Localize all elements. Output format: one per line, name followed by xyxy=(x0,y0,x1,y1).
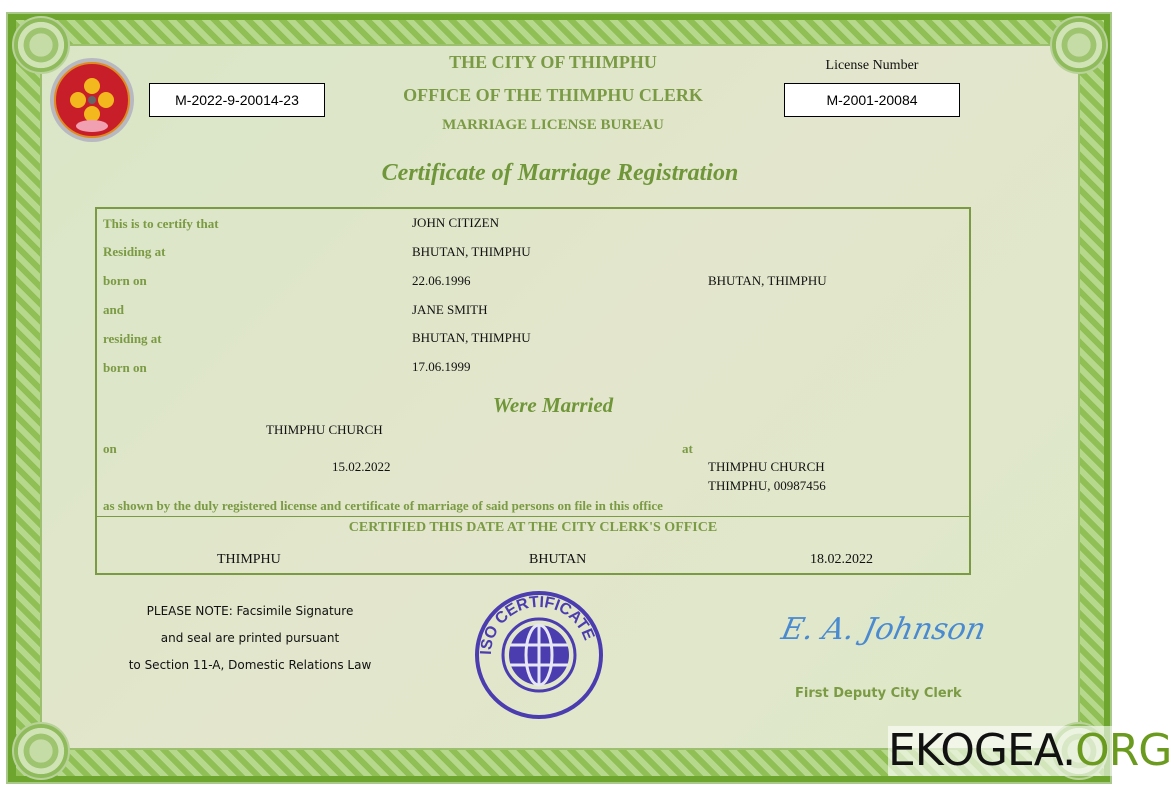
certify-label: This is to certify that xyxy=(103,216,219,231)
license-number-label: License Number xyxy=(825,58,919,73)
certified-country: BHUTAN xyxy=(529,552,587,567)
iso-stamp-icon xyxy=(472,590,606,720)
note-line3: to Section 11-A, Domestic Relations Law xyxy=(128,658,372,672)
city-heading: THE CITY OF THIMPHU xyxy=(449,52,657,72)
certificate-id-box: M-2022-9-20014-23 xyxy=(149,83,325,117)
note-line2: and seal are printed pursuant xyxy=(160,631,340,645)
signature: E. A. Johnson xyxy=(778,612,989,647)
divider xyxy=(96,516,970,517)
residing2-label: residing at xyxy=(103,331,162,346)
shown-text: as shown by the duly registered license and certificate of marriage of said persons on file in this office xyxy=(103,498,663,513)
place-line2: THIMPHU, 00987456 xyxy=(708,478,826,493)
marriage-date: 15.02.2022 xyxy=(332,459,391,474)
certified-heading: CERTIFIED THIS DATE AT THE CITY CLERK'S OFFICE xyxy=(348,520,718,535)
watermark xyxy=(888,726,1171,776)
person1-birth-date: 22.06.1996 xyxy=(412,273,471,288)
person1-residence: BHUTAN, THIMPHU xyxy=(412,244,531,259)
corner-rosette-icon xyxy=(1050,16,1108,74)
person1-name: JOHN CITIZEN xyxy=(412,215,500,230)
corner-rosette-icon xyxy=(12,722,70,780)
certified-date: 18.02.2022 xyxy=(810,552,873,567)
person2-name: JANE SMITH xyxy=(412,302,488,317)
were-married-heading: Were Married xyxy=(492,393,614,417)
born2-label: born on xyxy=(103,360,147,375)
license-number-box: M-2001-20084 xyxy=(784,83,960,117)
watermark-dark: EKOGEA. xyxy=(888,725,1076,776)
venue-top: THIMPHU CHURCH xyxy=(266,422,383,437)
on-label: on xyxy=(103,441,117,456)
stamp-text: ISO CERTIFICATE xyxy=(477,593,598,656)
watermark-green: ORG xyxy=(1075,725,1171,776)
at-label: at xyxy=(682,441,693,456)
bureau-heading: MARRIAGE LICENSE BUREAU xyxy=(442,117,664,133)
person2-residence: BHUTAN, THIMPHU xyxy=(412,330,531,345)
signer-title: First Deputy City Clerk xyxy=(795,686,962,701)
note-line1: PLEASE NOTE: Facsimile Signature xyxy=(146,604,354,618)
born-label: born on xyxy=(103,273,147,288)
office-heading: OFFICE OF THE THIMPHU CLERK xyxy=(403,85,703,105)
and-label: and xyxy=(103,302,124,317)
certified-city: THIMPHU xyxy=(217,552,281,567)
person2-birth-date: 17.06.1999 xyxy=(412,359,471,374)
person1-birth-place: BHUTAN, THIMPHU xyxy=(708,273,827,288)
residing-label: Residing at xyxy=(103,244,166,259)
certificate-title: Certificate of Marriage Registration xyxy=(381,160,739,186)
place-line1: THIMPHU CHURCH xyxy=(708,459,825,474)
national-emblem-icon xyxy=(48,56,136,144)
